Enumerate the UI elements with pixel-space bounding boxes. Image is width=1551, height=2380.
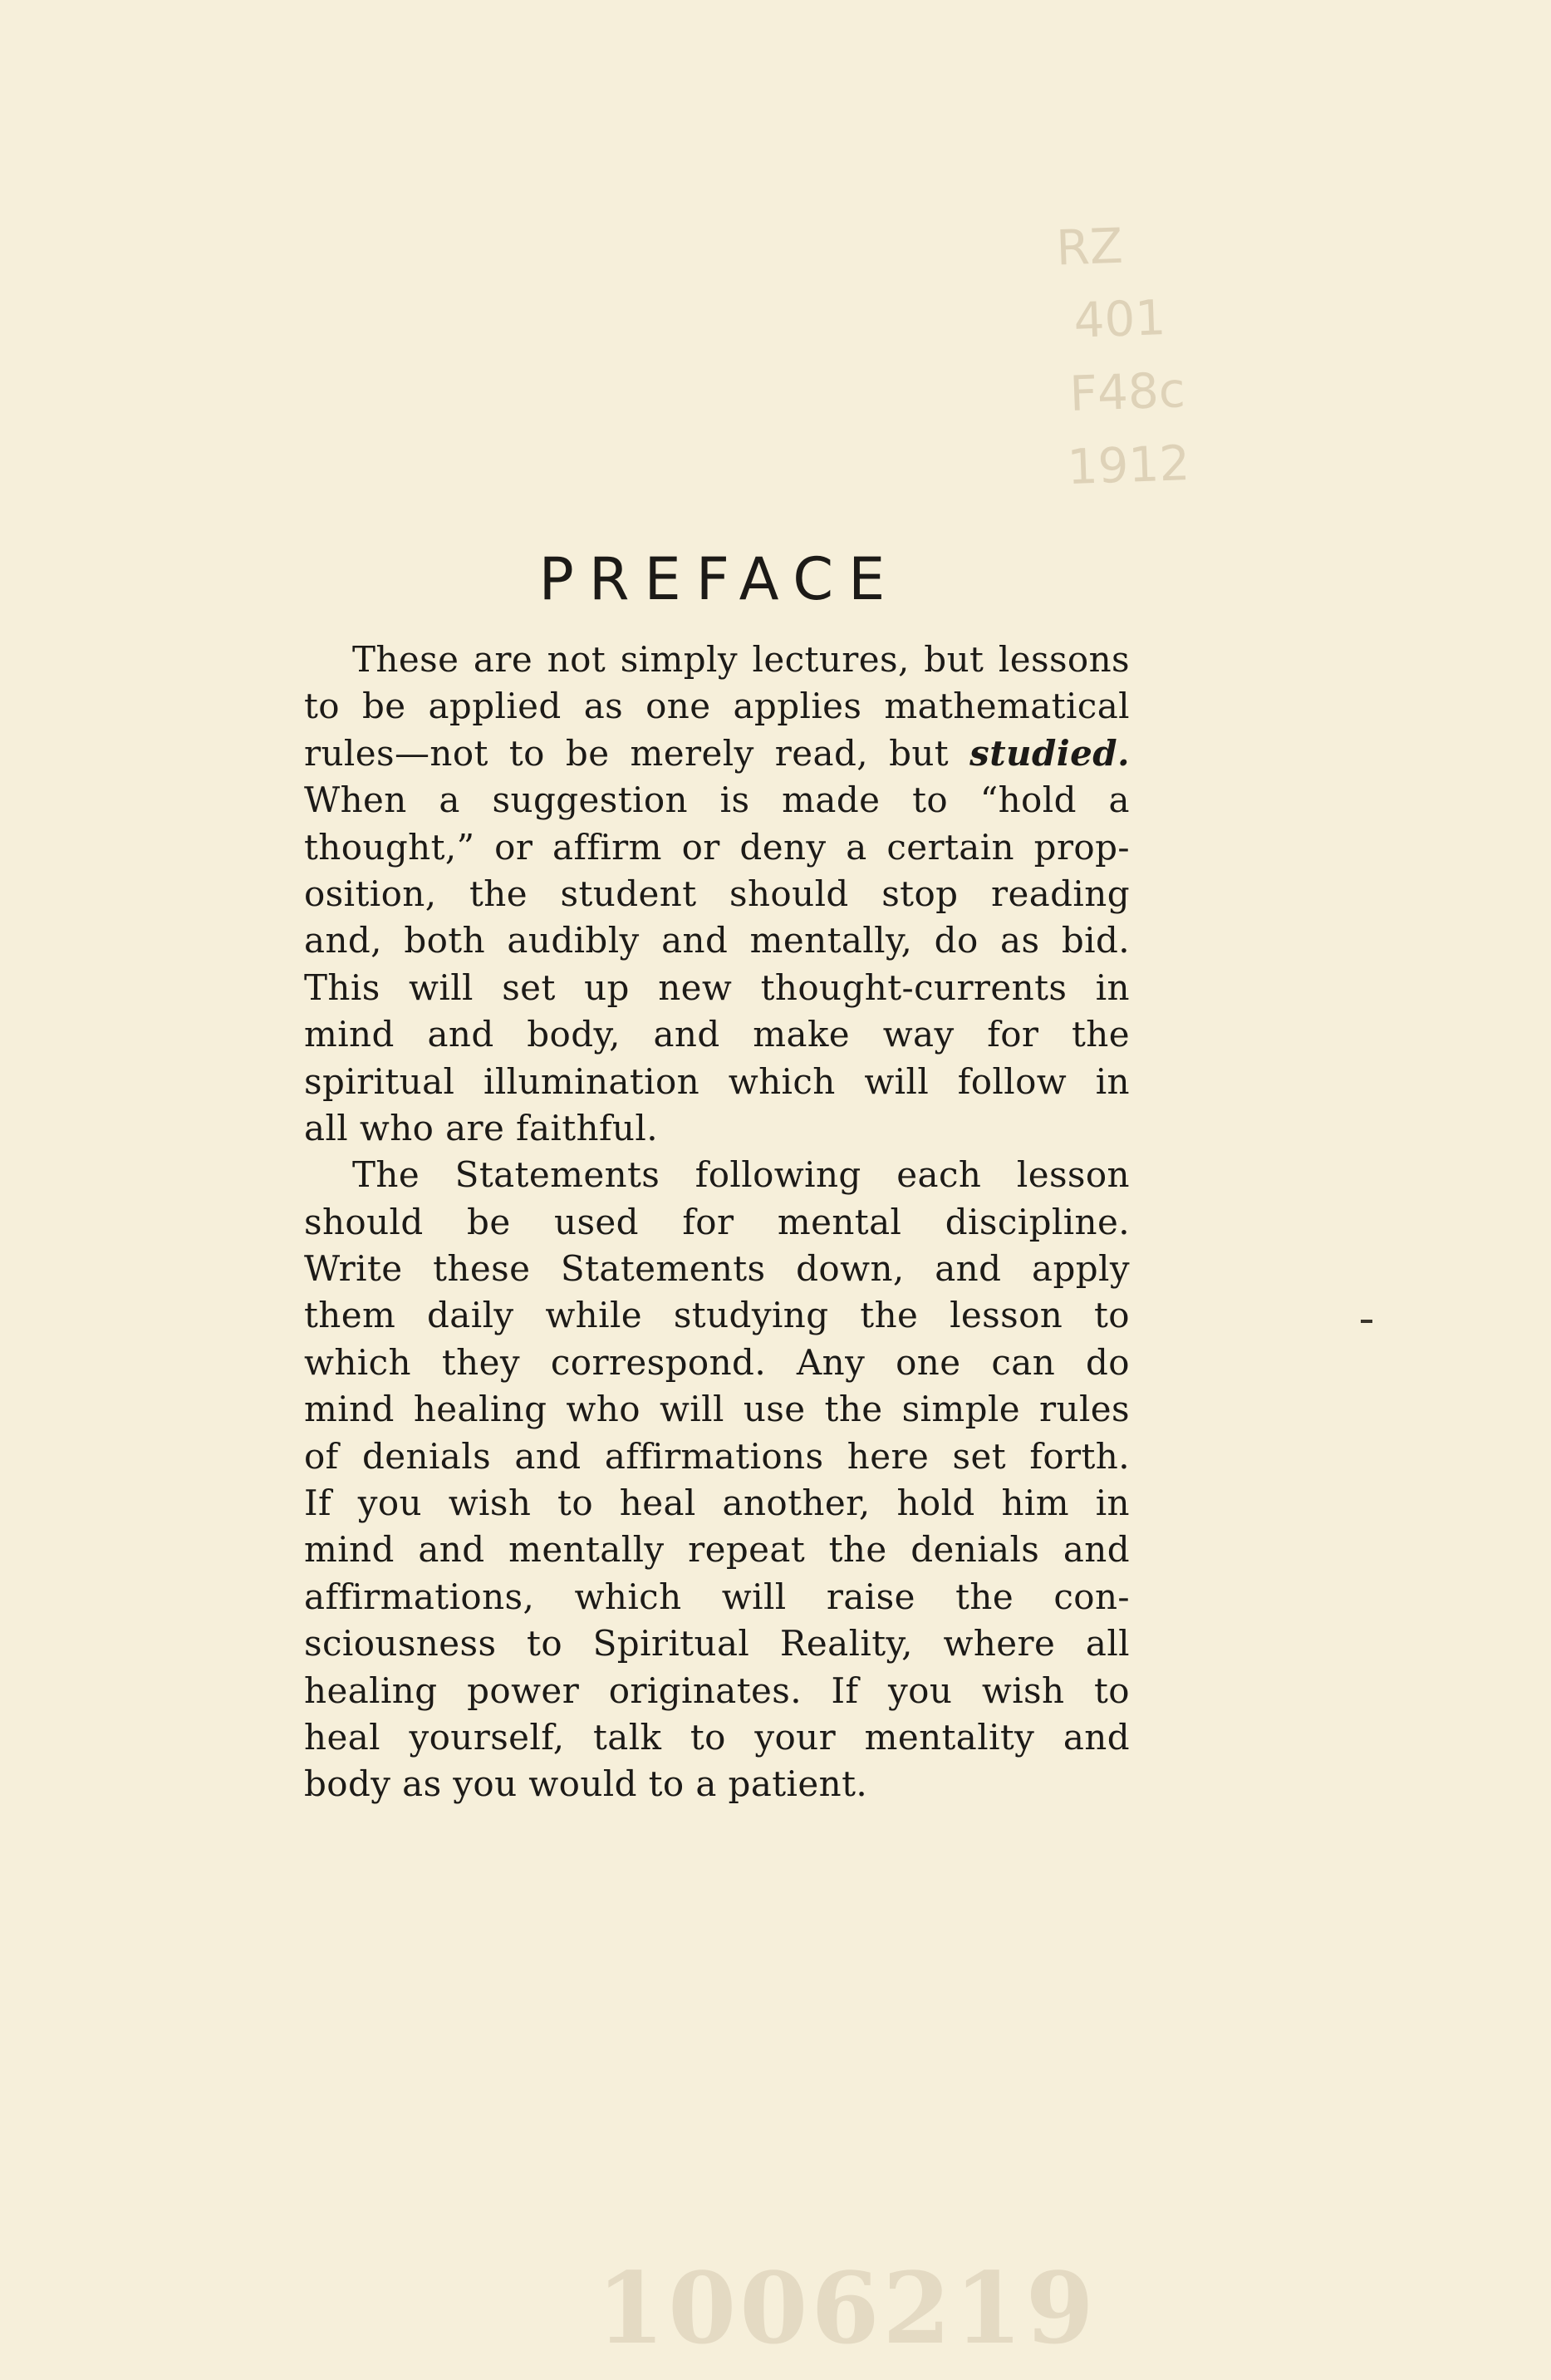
preface-body [304,637,1130,1808]
text-line: The Statements following each lesson [352,1154,1130,1196]
text-line: body as you would to a patient. [304,1763,868,1805]
text-line: heal yourself, talk to your mentality and [304,1716,1130,1758]
text-line: spiritual illumination which will follow in [304,1060,1130,1102]
text-line: mind healing who will use the simple rules [304,1389,1130,1430]
text-line: mind and mentally repeat the denials and [304,1529,1130,1571]
call-number-line: 401 [1072,288,1167,349]
text-line: thought,” or affirm or deny a certain prop- [304,826,1130,868]
handwritten-call-number [1052,204,1278,504]
text-line: which they correspond. Any one can do [304,1341,1130,1383]
page-title: PREFACE [538,545,901,613]
margin-mark [1361,1320,1372,1323]
text-line: of denials and affirmations here set forth. [304,1435,1130,1477]
text-line: should be used for mental discipline. [304,1201,1130,1242]
text-line: affirmations, which will raise the con- [304,1576,1130,1617]
call-number-line: 1912 [1066,435,1191,496]
text-line: This will set up new thought-currents in [304,966,1130,1008]
text-line: osition, the student should stop reading [304,873,1130,914]
text-line: them daily while studying the lesson to [304,1295,1130,1336]
text-line: healing power originates. If you wish to [304,1669,1130,1711]
text-line: If you wish to heal another, hold him in [304,1483,1130,1524]
text-line: all who are faithful. [304,1107,658,1148]
call-number-line: F48c [1068,361,1186,423]
text-line: These are not simply lectures, but lessons [352,639,1130,680]
text-segment: rules—not to be merely read, but [304,732,970,774]
accession-stamp: 1006219 [596,2250,1097,2366]
text-line: mind and body, and make way for the [304,1014,1130,1055]
call-number-line: RZ [1055,217,1124,277]
text-line: sciousness to Spiritual Reality, where all [304,1623,1130,1665]
text-line [304,730,1130,777]
text-line: and, both audibly and mentally, do as bid. [304,920,1130,961]
text-line: When a suggestion is made to “hold a [304,779,1130,821]
text-line: Write these Statements down, and apply [304,1248,1130,1290]
emphasized-word: studied. [969,732,1130,774]
text-line: to be applied as one applies mathematical [304,686,1130,727]
